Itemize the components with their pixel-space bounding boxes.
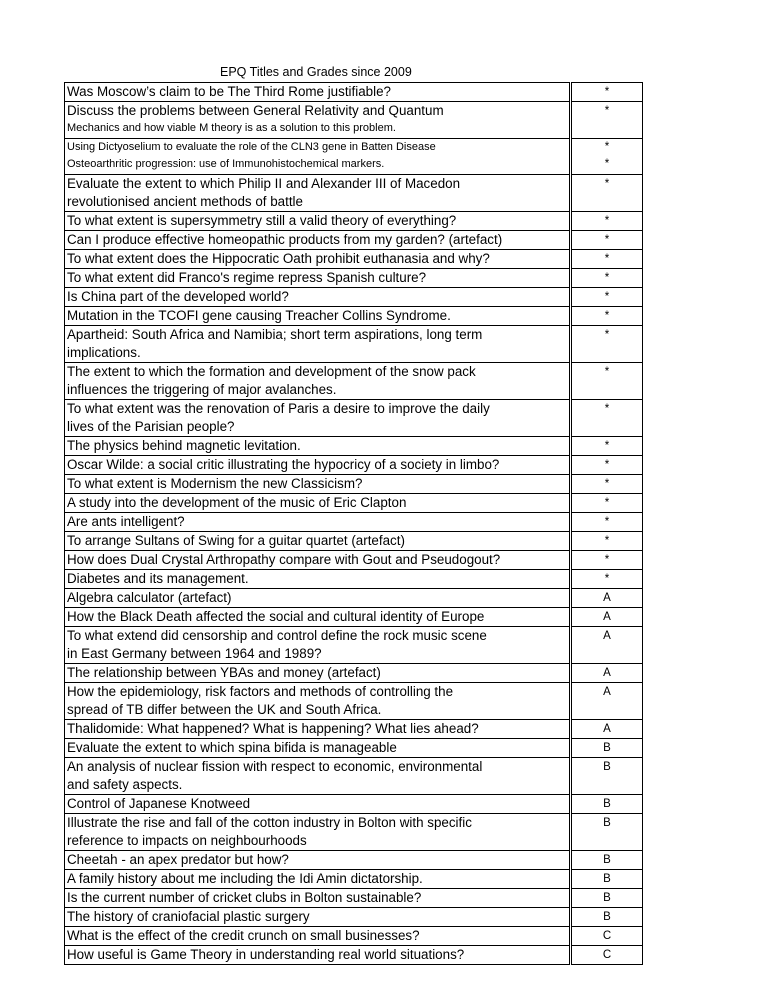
project-title-cell [65,249,570,268]
grade-cell [572,436,643,455]
table-row [65,626,643,663]
grade-value: C [602,929,612,942]
grade-cell [572,945,643,964]
title-line: A family history about me including the Idi Amin dictatorship. [67,870,423,886]
title-line: revolutionised ancient methods of battle [67,193,303,209]
grade-cell [572,531,643,550]
title-line: Are ants intelligent? [67,513,185,529]
project-title-cell [65,850,570,869]
project-title-cell [65,663,570,682]
grade-cell [572,907,643,926]
title-line: Is China part of the developed world? [67,288,289,304]
grade-value [574,645,640,663]
title-line: An analysis of nuclear fission with respect to economic, environmental [67,758,483,774]
title-line: To arrange Sultans of Swing for a guitar quartet (artefact) [67,532,405,548]
grade-value: * [604,214,610,227]
title-line: The physics behind magnetic levitation. [67,437,301,453]
grade-value: B [603,910,611,923]
project-title-cell [65,626,570,663]
title-line: To what extend did censorship and control define the rock music scene [67,627,487,643]
grade-cell [572,588,643,607]
table-row [65,813,643,850]
table-row [65,493,643,512]
table-row [65,588,643,607]
grade-value: A [603,629,611,642]
project-title-cell [65,287,570,306]
grade-value: * [604,233,610,246]
grade-cell [572,325,643,362]
project-title-cell [65,325,570,362]
title-line: How the Black Death affected the social and cultural identity of Europe [67,608,485,624]
grade-value: * [604,105,610,117]
grade-value: * [604,402,610,415]
grade-cell [572,362,643,399]
table-row [65,211,643,230]
project-title-cell [65,474,570,493]
grade-value: * [604,365,610,378]
grade-cell [572,230,643,249]
project-title-cell [65,945,570,964]
title-line: How does Dual Crystal Arthropathy compare with Gout and Pseudogout? [67,551,501,567]
title-line: The history of craniofacial plastic surgery [67,908,310,924]
title-line: Control of Japanese Knotweed [67,795,251,811]
project-title-cell [65,888,570,907]
grade-cell [572,268,643,287]
title-line: Can I produce effective homeopathic products from my garden? (artefact) [67,231,503,247]
title-line: Using Dictyoselium to evaluate the role of the CLN3 gene in Batten Disease [67,140,436,153]
table-row [65,663,643,682]
grade-value: * [604,496,610,509]
table-row [65,531,643,550]
grade-cell [572,607,643,626]
project-title-cell [65,306,570,325]
grade-value [574,120,640,138]
grade-cell [572,550,643,569]
table-row [65,757,643,794]
title-line: To what extent did Franco's regime repress Spanish culture? [67,269,427,285]
project-title-cell [65,211,570,230]
grade-value: * [604,309,610,322]
title-line: Diabetes and its management. [67,570,249,586]
grade-cell [572,102,643,139]
grade-value: A [603,722,611,735]
grade-value [574,193,640,211]
grade-value: * [604,86,610,98]
table-body [65,83,643,965]
table-row [65,138,643,174]
project-title-cell [65,230,570,249]
grade-cell [572,926,643,945]
grade-cell [572,399,643,436]
grade-cell [572,83,643,102]
grade-cell [572,757,643,794]
table-row [65,512,643,531]
project-title-cell [65,719,570,738]
table-row [65,569,643,588]
table-row [65,926,643,945]
project-title-cell [65,550,570,569]
grade-cell [572,850,643,869]
title-line: spread of TB differ between the UK and South Africa. [67,701,382,717]
grade-cell [572,569,643,588]
table-row [65,738,643,757]
grade-value: B [603,891,611,904]
grade-cell [572,493,643,512]
project-title-cell [65,436,570,455]
title-line: lives of the Parisian people? [67,418,235,434]
grade-value: A [603,685,611,698]
project-title-cell [65,493,570,512]
title-line: To what extent is Modernism the new Classicism? [67,475,363,491]
title-line: What is the effect of the credit crunch on small businesses? [67,927,420,943]
title-line: and safety aspects. [67,776,183,792]
grade-value: B [603,872,611,885]
table-row [65,550,643,569]
title-line: Cheetah - an apex predator but how? [67,851,289,867]
title-line: Was Moscow’s claim to be The Third Rome justifiable? [67,84,391,99]
table-row [65,607,643,626]
project-title-cell [65,869,570,888]
title-line: The relationship between YBAs and money (artefact) [67,664,381,680]
title-line: Is the current number of cricket clubs in Bolton sustainable? [67,889,422,905]
grade-value: * [604,328,610,341]
title-line: Oscar Wilde: a social critic illustrating the hypocricy of a society in limbo? [67,456,500,472]
title-line: in East Germany between 1964 and 1989? [67,645,322,661]
grade-value: * [604,271,610,284]
grade-value: * [604,458,610,471]
table-row [65,869,643,888]
project-title-cell [65,588,570,607]
project-title-cell [65,682,570,719]
table-row [65,399,643,436]
grade-cell [572,287,643,306]
grade-value: B [603,853,611,866]
title-line: Evaluate the extent to which Philip II and Alexander III of Macedon [67,175,461,191]
project-title-cell [65,102,570,139]
table-row [65,945,643,964]
grade-value [574,701,640,719]
grade-cell [572,813,643,850]
grade-value: * [604,158,610,170]
project-title-cell [65,794,570,813]
project-title-cell [65,83,570,102]
table-row [65,102,643,139]
grade-cell [572,455,643,474]
grade-cell [572,738,643,757]
title-line: Evaluate the extent to which spina bifida is manageable [67,739,397,755]
project-title-cell [65,607,570,626]
grade-cell [572,474,643,493]
table-row [65,794,643,813]
grade-value: B [603,741,611,754]
project-title-cell [65,569,570,588]
table-row [65,325,643,362]
grade-value: * [604,477,610,490]
title-line: To what extent was the renovation of Paris a desire to improve the daily [67,400,490,416]
epq-titles-table [64,82,643,965]
project-title-cell [65,757,570,794]
table-row [65,455,643,474]
title-line: Illustrate the rise and fall of the cotton industry in Bolton with specific [67,814,472,830]
title-line: A study into the development of the music of Eric Clapton [67,494,407,510]
grade-value: * [604,534,610,547]
project-title-cell [65,907,570,926]
grade-value: * [604,572,610,585]
title-line: Apartheid: South Africa and Namibia; short term aspirations, long term [67,326,483,342]
table-row [65,306,643,325]
grade-cell [572,249,643,268]
grade-value [574,344,640,362]
grade-cell [572,211,643,230]
grade-cell [572,663,643,682]
grade-value: * [604,515,610,528]
grade-cell [572,512,643,531]
grade-cell [572,306,643,325]
grade-value: B [603,760,611,773]
title-line: Mutation in the TCOFI gene causing Treacher Collins Syndrome. [67,307,451,323]
grade-value: C [602,948,612,961]
project-title-cell [65,455,570,474]
grade-value [574,381,640,399]
title-line: Mechanics and how viable M theory is as a solution to this problem. [67,122,396,134]
title-line: Discuss the problems between General Relativity and Quantum [67,103,444,118]
grade-value: * [604,177,610,190]
grade-value [574,832,640,850]
grade-value: * [604,439,610,452]
title-line: Osteoarthritic progression: use of Immunohistochemical markers. [67,158,385,170]
table-row [65,682,643,719]
project-title-cell [65,174,570,211]
grade-cell [572,869,643,888]
table-row [65,362,643,399]
grade-value: * [604,290,610,303]
project-title-cell [65,531,570,550]
project-title-cell [65,926,570,945]
grade-value: * [604,553,610,566]
title-line: To what extent is supersymmetry still a valid theory of everything? [67,212,457,228]
project-title-cell [65,138,570,174]
table-row [65,230,643,249]
grade-cell [572,138,643,174]
table-row [65,719,643,738]
title-line: Thalidomide: What happened? What is happening? What lies ahead? [67,720,479,736]
grade-value [574,418,640,436]
table-row [65,888,643,907]
table-row [65,436,643,455]
project-title-cell [65,268,570,287]
grade-value [574,776,640,794]
title-line: To what extent does the Hippocratic Oath prohibit euthanasia and why? [67,250,490,266]
project-title-cell [65,399,570,436]
grade-cell [572,719,643,738]
sheet-caption: EPQ Titles and Grades since 2009 [220,65,412,79]
grade-value: B [603,816,611,829]
grade-cell [572,794,643,813]
project-title-cell [65,813,570,850]
project-title-cell [65,362,570,399]
grade-cell [572,888,643,907]
grade-value: A [603,610,611,623]
grade-cell [572,174,643,211]
title-line: The extent to which the formation and development of the snow pack [67,363,476,379]
grade-value: A [603,666,611,679]
table-row [65,287,643,306]
grade-value: B [603,797,611,810]
title-line: implications. [67,344,141,360]
table-row [65,907,643,926]
grade-cell [572,682,643,719]
title-line: influences the triggering of major avalanches. [67,381,337,397]
table-row [65,268,643,287]
table-row [65,249,643,268]
grade-value: * [604,140,610,153]
title-line: Algebra calculator (artefact) [67,589,232,605]
title-line: How useful is Game Theory in understanding real world situations? [67,946,465,962]
title-line: reference to impacts on neighbourhoods [67,832,307,848]
title-line: How the epidemiology, risk factors and methods of controlling the [67,683,454,699]
table-row [65,174,643,211]
table-row [65,474,643,493]
project-title-cell [65,738,570,757]
grade-cell [572,626,643,663]
grade-value: * [604,252,610,265]
project-title-cell [65,512,570,531]
grade-value: A [603,591,611,604]
table-row [65,83,643,102]
table-row [65,850,643,869]
